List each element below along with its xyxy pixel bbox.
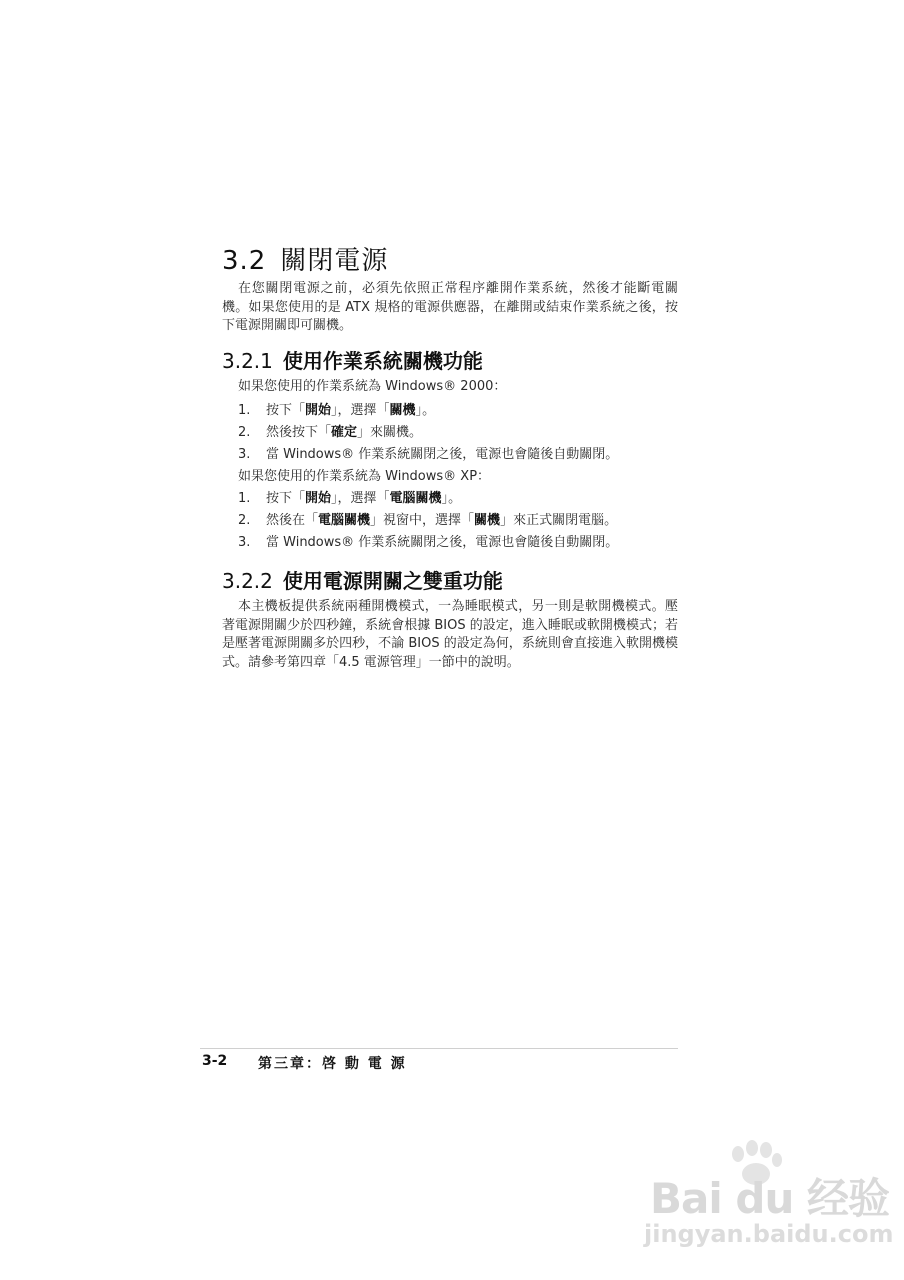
section-intro-paragraph: 在您關閉電源之前，必須先依照正常程序離開作業系統，然後才能斷電關機。如果您使用的是 ATX 規格的電源供應器，在離開或結束作業系統之後，按下電源開關即可關機。 bbox=[222, 281, 678, 333]
step-text: 然後按下「 bbox=[266, 425, 332, 440]
step-bold-term: 關機 bbox=[474, 513, 501, 528]
step-text: 當 Windows® 作業系統關閉之後，電源也會隨後自動關閉。 bbox=[266, 535, 619, 550]
section-number: 3.2 bbox=[222, 246, 267, 276]
step-text: 」，選擇「 bbox=[331, 403, 390, 418]
step-text: 」。 bbox=[441, 491, 462, 506]
subsection-title-1: 使用作業系統關機功能 bbox=[282, 349, 483, 373]
step-number: 1. bbox=[238, 491, 251, 506]
step-bold-term: 開始 bbox=[305, 403, 332, 418]
step-text: 」。 bbox=[415, 403, 436, 418]
subsection-number-1: 3.2.1 bbox=[222, 349, 273, 373]
step-text: 」來關機。 bbox=[357, 425, 423, 440]
winxp-step-1 bbox=[238, 490, 461, 508]
win2000-intro: 如果您使用的作業系統為 Windows® 2000： bbox=[238, 379, 507, 394]
step-number: 2. bbox=[238, 513, 251, 528]
step-text: 」來正式關閉電腦。 bbox=[500, 513, 618, 528]
footer-page-number: 3-2 bbox=[202, 1053, 228, 1069]
step-number: 2. bbox=[238, 425, 251, 440]
step-bold-term: 電腦關機 bbox=[318, 513, 371, 528]
watermark-brand: Bai du 经验 bbox=[650, 1174, 889, 1223]
winxp-step-2 bbox=[238, 512, 617, 530]
section-heading bbox=[222, 240, 388, 277]
winxp-intro: 如果您使用的作業系統為 Windows® XP： bbox=[238, 469, 491, 484]
step-bold-term: 開始 bbox=[305, 491, 332, 506]
subsection-title-2: 使用電源開關之雙重功能 bbox=[282, 569, 503, 593]
winxp-step-3 bbox=[238, 534, 618, 552]
step-text: 按下「 bbox=[266, 403, 306, 418]
step-text: 」視窗中，選擇「 bbox=[370, 513, 475, 528]
subsection-heading-2 bbox=[222, 565, 503, 594]
step-bold-term: 確定 bbox=[331, 425, 358, 440]
step-bold-term: 關機 bbox=[389, 403, 416, 418]
step-text: 」，選擇「 bbox=[331, 491, 390, 506]
step-text: 按下「 bbox=[266, 491, 306, 506]
step-number: 1. bbox=[238, 403, 251, 418]
step-number: 3. bbox=[238, 535, 251, 550]
baidu-watermark bbox=[640, 1140, 894, 1270]
watermark-url: jingyan.baidu.com bbox=[644, 1220, 894, 1248]
footer-rule bbox=[200, 1048, 678, 1049]
win2000-step-3 bbox=[238, 446, 618, 464]
win2000-step-2 bbox=[238, 424, 422, 442]
subsection-number-2: 3.2.2 bbox=[222, 569, 273, 593]
step-bold-term: 電腦關機 bbox=[389, 491, 442, 506]
win2000-step-1 bbox=[238, 402, 435, 420]
subsection-heading-1 bbox=[222, 345, 483, 374]
step-number: 3. bbox=[238, 447, 251, 462]
dual-function-paragraph: 本主機板提供系統兩種開機模式，一為睡眠模式，另一則是軟開機模式。壓著電源開關少於四秒鐘，系統會根據 BIOS 的設定，進入睡眠或軟開機模式；若是壓著電源開關多於四秒，不論 BIOS 的設定為何，系統則會直接進入軟開機模式。請參考第四章「4.5 電源管理」一節中的說明。 bbox=[222, 599, 678, 670]
step-text: 當 Windows® 作業系統關閉之後，電源也會隨後自動關閉。 bbox=[266, 447, 619, 462]
step-text: 然後在「 bbox=[266, 513, 319, 528]
footer-chapter-title: 第三章：啓 動 電 源 bbox=[258, 1056, 407, 1072]
section-title: 關閉電源 bbox=[280, 246, 389, 276]
